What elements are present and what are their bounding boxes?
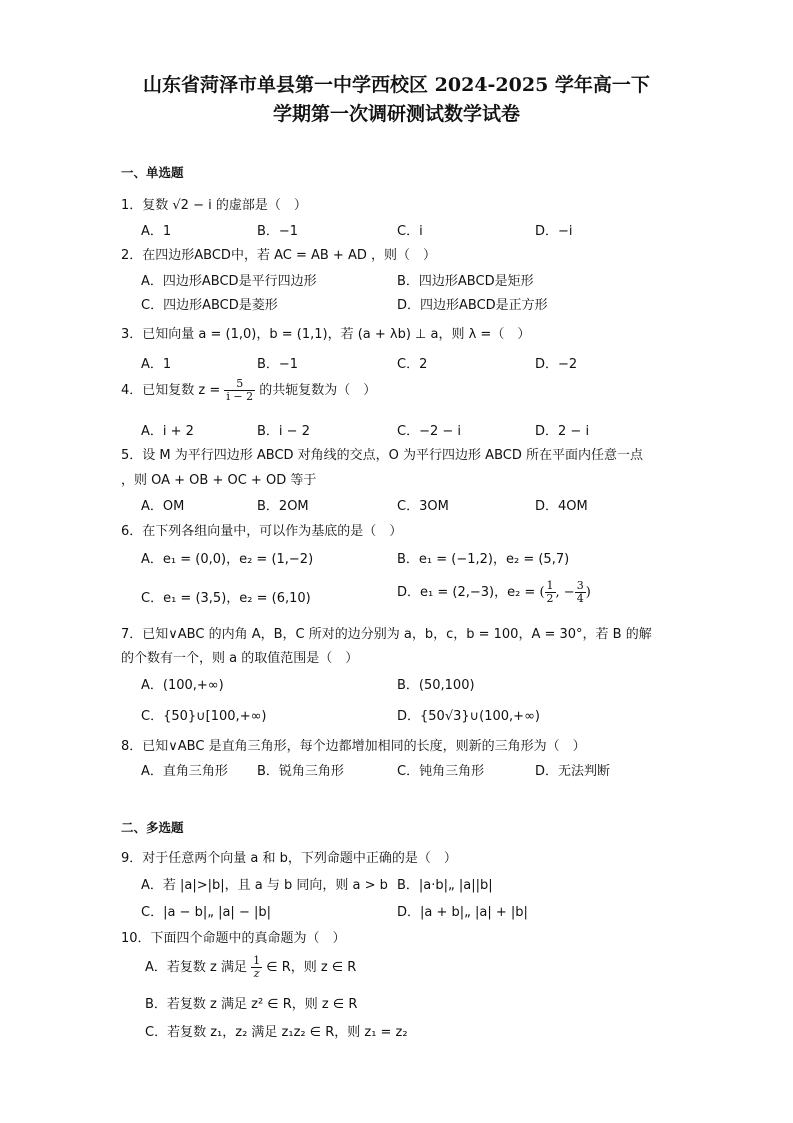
q3-option-c: C．2 — [397, 357, 428, 372]
q3-option-b: B．−1 — [257, 357, 299, 372]
q1-option-c: C．i — [397, 224, 423, 239]
q6-option-c: C．e₁ = (3,5)，e₂ = (6,10) — [141, 591, 311, 606]
q8-option-d: D．无法判断 — [535, 764, 611, 779]
q5-option-c: C．3OM — [397, 499, 449, 514]
q7-stem-1: 7．已知∨ABC 的内角 A，B，C 所对的边分别为 a，b，c，b = 100，A = 30°，若 B 的解 — [121, 627, 652, 642]
q7-option-b: B．(50,100) — [397, 678, 475, 693]
q7-option-d: D．{50√3}∪(100,+∞) — [397, 709, 540, 724]
q4-stem-pre: 4．已知复数 z = — [121, 383, 221, 398]
q6-d-frac-2-den: 4 — [576, 592, 584, 605]
q4-fraction — [224, 378, 255, 403]
q5-stem-2: ，则 OA + OB + OC + OD 等于 — [121, 473, 317, 488]
q5-option-a: A．OM — [141, 499, 185, 514]
q9-option-b: B．|a·b|„ |a||b| — [397, 878, 493, 893]
q4-option-b: B．i − 2 — [257, 424, 310, 439]
q10-a-fraction-num: 1 — [253, 954, 261, 967]
q10-option-a-post: ∈ R，则 z ∈ R — [266, 960, 357, 975]
q6-option-d-pre: D．e₁ = (2,−3)，e₂ = — [397, 585, 536, 600]
q6-d-frac-1-num: 1 — [546, 579, 554, 592]
q6-d-frac-1 — [545, 580, 556, 605]
q7-option-a: A．(100,+∞) — [141, 678, 224, 693]
q6-option-d: D．e₁ = (2,−3)，e₂ = ( $\frac{1}{2}$ , − $\frac{3}{4}$ ) — [397, 579, 591, 605]
q1-option-b: B．−1 — [257, 224, 299, 239]
q10-a-fraction-den: z — [253, 967, 260, 980]
q4-option-d: D．2 − i — [535, 424, 590, 439]
q10-option-a-pre: A．若复数 z 满足 — [145, 960, 247, 975]
q4-fraction-den: i − 2 — [226, 390, 254, 403]
q2-option-c: C．四边形ABCD是菱形 — [141, 298, 278, 313]
q9-option-c: C．|a − b|„ |a| − |b| — [141, 905, 271, 920]
q9-option-a: A．若 |a|>|b|，且 a 与 b 同向，则 a > b — [141, 878, 388, 893]
q5-stem-1: 5．设 M 为平行四边形 ABCD 对角线的交点，O 为平行四边形 ABCD 所在平面内任意一点 — [121, 448, 643, 463]
q1-stem: 1．复数 √2 − i 的虚部是（ ） — [121, 198, 307, 213]
q10-option-b: B．若复数 z 满足 z² ∈ R，则 z ∈ R — [145, 997, 358, 1012]
q6-d-frac-1-den: 2 — [546, 592, 554, 605]
q4-stem — [121, 378, 376, 403]
q9-stem: 9．对于任意两个向量 a 和 b，下列命题中正确的是（ ） — [121, 851, 457, 866]
q8-option-c: C．钝角三角形 — [397, 764, 485, 779]
q3-option-d: D．−2 — [535, 357, 578, 372]
q8-stem: 8．已知∨ABC 是直角三角形，每个边都增加相同的长度，则新的三角形为（ ） — [121, 739, 586, 754]
q10-option-a — [145, 955, 356, 980]
q7-option-c: C．{50}∪[100,+∞) — [141, 709, 267, 724]
q8-option-a: A．直角三角形 — [141, 764, 228, 779]
q1-option-a: A．1 — [141, 224, 172, 239]
q5-option-d: D．4OM — [535, 499, 588, 514]
q3-stem: 3．已知向量 a = (1,0)，b = (1,1)，若 (a + λb) ⊥ a，则 λ =（ ） — [121, 327, 531, 342]
q6-d-frac-2-num: 3 — [576, 579, 584, 592]
q10-option-c: C．若复数 z₁，z₂ 满足 z₁z₂ ∈ R，则 z₁ = z₂ — [145, 1025, 408, 1040]
q2-option-b: B．四边形ABCD是矩形 — [397, 274, 534, 289]
q3-option-a: A．1 — [141, 357, 172, 372]
q2-option-a: A．四边形ABCD是平行四边形 — [141, 274, 317, 289]
q6-stem: 6．在下列各组向量中，可以作为基底的是（ ） — [121, 524, 403, 539]
q4-option-c: C．−2 − i — [397, 424, 462, 439]
title-line-1: 山东省菏泽市单县第一中学西校区 2024-2025 学年高一下 — [143, 74, 650, 96]
q2-option-d: D．四边形ABCD是正方形 — [397, 298, 548, 313]
q2-stem: 2．在四边形ABCD中，若 AC = AB + AD ，则（ ） — [121, 248, 436, 263]
q4-option-a: A．i + 2 — [141, 424, 194, 439]
q5-option-b: B．2OM — [257, 499, 309, 514]
section-multi-choice: 二、多选题 — [121, 820, 184, 835]
q8-option-b: B．锐角三角形 — [257, 764, 344, 779]
section-single-choice: 一、单选题 — [121, 165, 184, 180]
q7-stem-2: 的个数有一个，则 a 的取值范围是（ ） — [121, 651, 359, 666]
title-line-2: 学期第一次调研测试数学试卷 — [272, 103, 520, 125]
q9-option-d: D．|a + b|„ |a| + |b| — [397, 905, 528, 920]
q6-option-b: B．e₁ = (−1,2)，e₂ = (5,7) — [397, 552, 570, 567]
q10-a-fraction — [251, 955, 262, 980]
q10-stem: 10．下面四个命题中的真命题为（ ） — [121, 931, 346, 946]
q1-option-d: D．−i — [535, 224, 573, 239]
q6-option-a: A．e₁ = (0,0)，e₂ = (1,−2) — [141, 552, 314, 567]
q4-fraction-num: 5 — [224, 378, 255, 391]
q4-stem-post: 的共轭复数为（ ） — [259, 383, 377, 398]
q6-d-frac-2 — [575, 580, 586, 605]
